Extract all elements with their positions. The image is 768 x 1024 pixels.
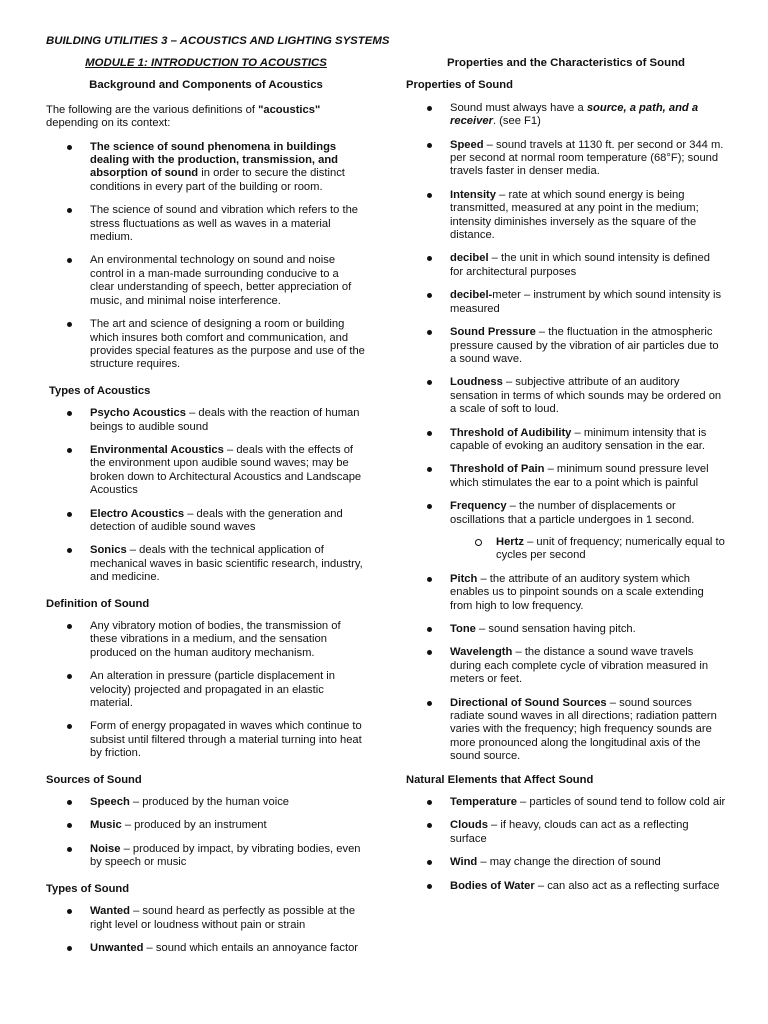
list-item <box>406 139 726 179</box>
item-term: Environmental Acoustics <box>90 443 224 456</box>
definition-of-sound-heading: Definition of Sound <box>46 597 150 610</box>
item-term: Temperature <box>450 796 517 809</box>
section-heading-properties: Properties and the Characteristics of Sound <box>447 57 685 69</box>
module-title: MODULE 1: INTRODUCTION TO ACOUSTICS <box>85 57 327 69</box>
list-item <box>406 856 726 869</box>
right-column <box>406 57 726 903</box>
list-item <box>406 697 726 764</box>
item-term: Threshold of Audibility <box>450 426 572 439</box>
list-item <box>406 796 726 809</box>
list-item <box>406 573 726 613</box>
frequency-sublist <box>406 536 726 563</box>
item-text: – sound travels at 1130 ft. per second or 344 m. per second at normal room temperature (68°F); sound travels faster in denser media. <box>450 138 724 178</box>
item-text-end: . (see F1) <box>492 115 541 128</box>
item-text: – sound sources radiate sound waves in all directions; radiation pattern varies with the frequency; high frequency sounds are more pronounced along the longitudinal axis of the sound source. <box>450 696 717 763</box>
item-term: Hertz <box>496 535 524 548</box>
item-text: – deals with the technical application of mechanical waves in basic scientific research, industry, and medicine. <box>90 544 363 584</box>
list-item <box>406 880 726 893</box>
item-text: – sound which entails an annoyance factor <box>143 941 359 954</box>
intro-text-end: depending on its context: <box>46 117 171 130</box>
item-text: The art and science of designing a room or building which insures both comfort and communication, and provides special features as the purpose and use of the structure requires. <box>90 318 365 371</box>
item-term: Wanted <box>90 905 130 918</box>
item-term: Sonics <box>90 544 127 557</box>
item-term: Clouds <box>450 819 488 832</box>
item-text: – if heavy, clouds can act as a reflecting surface <box>450 819 689 845</box>
item-text: – the attribute of an auditory system which enables us to pinpoint sounds on a scale extending from high to low frequency. <box>450 572 704 612</box>
item-text: – may change the direction of sound <box>477 856 661 869</box>
list-item <box>406 819 726 846</box>
list-item <box>406 289 726 316</box>
item-term: Directional of Sound Sources <box>450 696 607 709</box>
types-of-sound-heading: Types of Sound <box>46 882 130 895</box>
item-text: – produced by the human voice <box>129 796 290 809</box>
intro-term: "acoustics" <box>258 103 321 116</box>
item-term: Noise <box>90 842 121 855</box>
section-heading-background: Background and Components of Acoustics <box>89 79 323 92</box>
item-text: An environmental technology on sound and noise control in a man-made surrounding conducive to a clear understanding of speech, better appreciation of music, and minimal noise interference. <box>90 254 352 307</box>
item-text: – the fluctuation in the atmospheric pressure caused by the vibration of air particles due to a sound wave. <box>450 326 719 365</box>
item-term: Intensity <box>450 188 497 201</box>
properties-list-a-rest <box>406 139 726 527</box>
item-text: – deals with the reaction of human beings to audible sound <box>90 407 360 433</box>
item-text: – sound sensation having pitch. <box>475 623 636 635</box>
list-item <box>406 252 726 279</box>
list-item <box>46 407 366 434</box>
list-item <box>46 720 366 760</box>
list-item <box>406 326 726 366</box>
list-item <box>406 427 726 454</box>
left-column <box>46 57 366 965</box>
item-term: Wind <box>450 856 478 869</box>
item-text: – produced by impact, by vibrating bodies, even by speech or music <box>90 842 361 869</box>
item-text: – the number of displacements or oscillations that a particle undergoes in 1 second. <box>450 500 695 526</box>
item-term: Tone <box>450 623 476 635</box>
item-text: Any vibratory motion of bodies, the transmission of these vibrations in a medium, and the sensation produced on the human auditory mechanism. <box>90 620 341 659</box>
item-text: – sound heard as perfectly as possible at the right level or loudness without pain or strain <box>90 905 356 931</box>
item-text: – can also act as a reflecting surface <box>534 879 720 892</box>
item-term: Loudness <box>450 376 503 389</box>
intro-paragraph <box>46 104 366 131</box>
intro-text: The following are the various definitions of <box>46 103 259 116</box>
item-text: – the distance a sound wave travels during each complete cycle of vibration measured in meters or feet. <box>450 646 709 686</box>
list-item <box>46 843 366 870</box>
list-item <box>46 508 366 535</box>
item-text: – the unit in which sound intensity is defined for architectural purposes <box>450 252 710 278</box>
item-text: – subjective attribute of an auditory sensation in terms of which sounds may be ordered on a scale of soft to loud. <box>450 376 722 416</box>
item-term: Pitch <box>450 572 478 585</box>
item-term: Wavelength <box>450 646 513 659</box>
list-item <box>46 444 366 498</box>
item-text: – unit of frequency; numerically equal to cycles per second <box>496 535 725 562</box>
properties-of-sound-heading: Properties of Sound <box>406 79 513 92</box>
item-term: Unwanted <box>90 941 144 954</box>
sources-of-sound-heading: Sources of Sound <box>46 773 142 786</box>
natural-elements-heading: Natural Elements that Affect Sound <box>406 773 594 786</box>
list-item <box>46 544 366 584</box>
types-of-sound-list <box>46 905 366 955</box>
list-item <box>406 463 726 490</box>
list-item <box>406 189 726 243</box>
list-item <box>406 623 726 636</box>
list-item <box>406 102 726 129</box>
item-term: Frequency <box>450 500 507 513</box>
list-item <box>46 620 366 660</box>
item-term: decibel- <box>450 289 493 302</box>
item-text: An alteration in pressure (particle displacement in velocity) projected and propagated in an elastic material. <box>90 670 336 710</box>
document-title: BUILDING UTILITIES 3 – ACOUSTICS AND LIGHTING SYSTEMS <box>46 35 390 47</box>
list-item <box>46 819 366 832</box>
definition-of-sound-list <box>46 620 366 761</box>
properties-list-b <box>406 573 726 764</box>
item-text: Form of energy propagated in waves which continue to subsist until filtered through a material turning into heat by friction. <box>90 720 362 760</box>
list-item <box>46 204 366 244</box>
item-term: Music <box>90 819 122 832</box>
list-item <box>46 670 366 710</box>
list-item <box>46 942 366 955</box>
list-item <box>406 500 726 527</box>
item-text: meter – instrument by which sound intensity is measured <box>450 289 722 315</box>
item-text: – produced by an instrument <box>121 819 267 832</box>
natural-elements-list <box>406 796 726 893</box>
list-item <box>46 796 366 809</box>
sources-of-sound-list <box>46 796 366 870</box>
item-text: in order to secure the distinct conditions in every part of the building or room. <box>90 167 345 193</box>
types-of-acoustics-list <box>46 407 366 584</box>
item-text: The science of sound and vibration which refers to the stress fluctuations as well as waves in a material medium. <box>90 204 359 244</box>
list-item <box>46 905 366 932</box>
item-term: Bodies of Water <box>450 879 535 892</box>
item-text: – rate at which sound energy is being transmitted, measured at any point in the medium; intensity diminishes inversely as the square of the distance. <box>450 188 699 242</box>
item-emphasis: source, a path, and a receiver <box>450 101 699 128</box>
item-text: – deals with the generation and detection of audible sound waves <box>90 507 343 533</box>
list-item <box>46 318 366 372</box>
item-text: – minimum sound pressure level which stimulates the ear to a point which is painful <box>450 463 709 489</box>
list-item <box>406 376 726 416</box>
item-term: Sound Pressure <box>450 326 536 339</box>
item-text: – particles of sound tend to follow cold air <box>516 796 726 809</box>
sublist-item-hertz <box>406 536 726 563</box>
list-item <box>46 141 366 195</box>
item-term: Psycho Acoustics <box>90 407 186 420</box>
item-term: Threshold of Pain <box>450 463 545 476</box>
item-term: Speech <box>90 796 130 809</box>
list-item <box>46 254 366 308</box>
item-term: The science of sound phenomena in buildings dealing with the production, transmission, and absorption of sound <box>90 140 339 180</box>
item-text: – deals with the effects of the environment upon audible sound waves; may be broken down to Architectural Acoustics and Landscape Acoustics <box>90 443 362 497</box>
item-term: Speed <box>450 138 484 151</box>
properties-list-a <box>406 102 726 129</box>
list-item <box>406 646 726 686</box>
item-term: decibel <box>450 252 489 265</box>
definitions-list <box>46 141 366 372</box>
item-text: – minimum intensity that is capable of evoking an auditory sensation in the ear. <box>450 426 707 452</box>
types-of-acoustics-heading: Types of Acoustics <box>49 384 151 397</box>
item-term: Electro Acoustics <box>90 507 185 520</box>
item-text: Sound must always have a <box>450 101 587 114</box>
